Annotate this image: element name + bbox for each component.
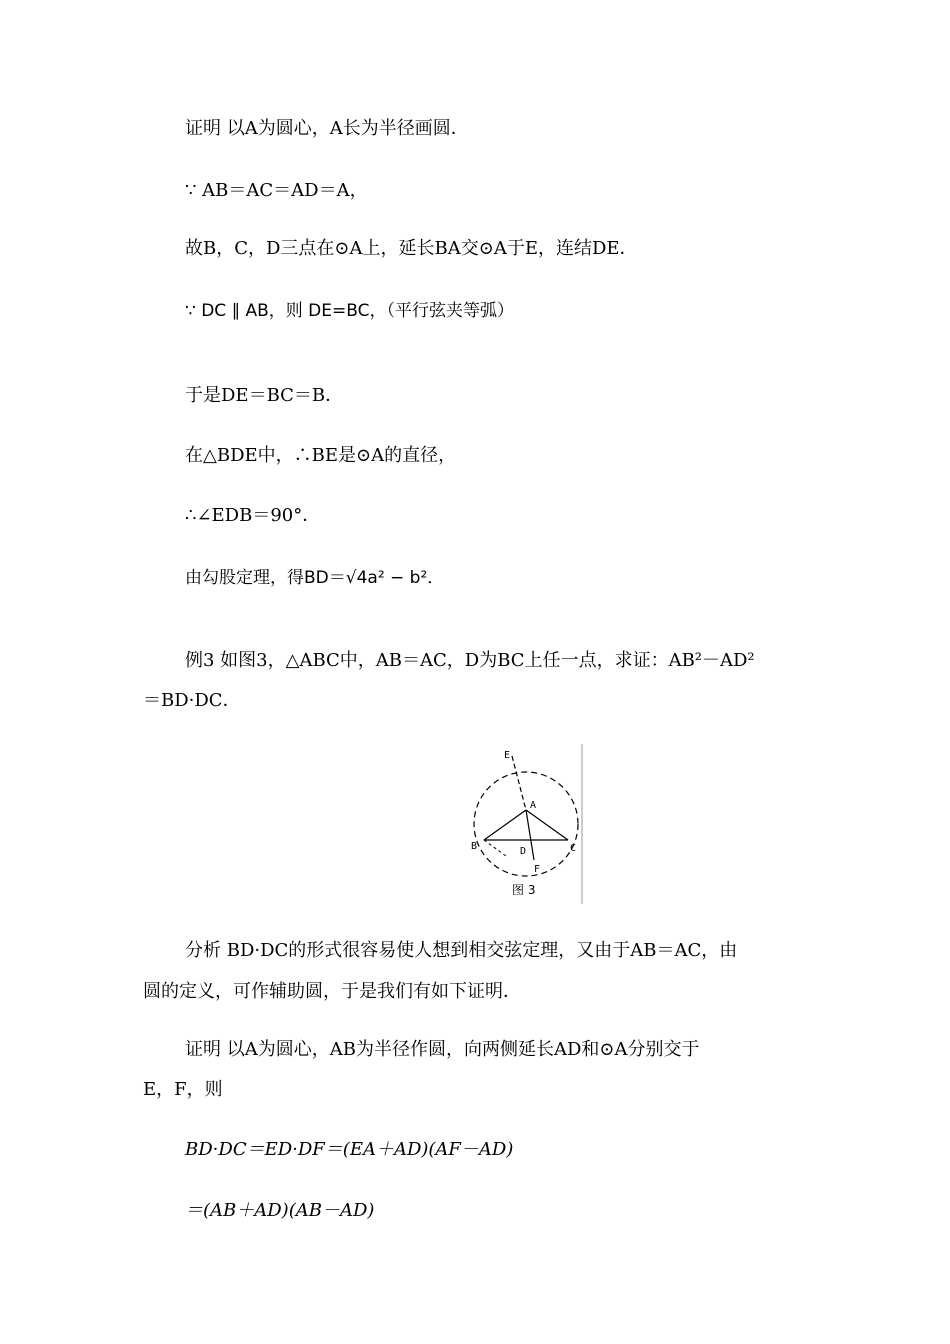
label-b: B [471, 841, 478, 852]
equation-1: BD·DC＝ED·DF＝(EA＋AD)(AF－AD) [185, 1139, 514, 1160]
segment-bf [484, 840, 506, 856]
line-8: 由勾股定理，得BD＝√4a² − b²． [185, 568, 445, 588]
figure-caption: 图 3 [512, 883, 536, 897]
line-1: 证明 以A为圆心，A长为半径画圆． [185, 118, 469, 139]
analysis-line-2: 圆的定义，可作辅助圆，于是我们有如下证明． [143, 981, 521, 1002]
equation-2: ＝(AB＋AD)(AB－AD) [185, 1200, 375, 1221]
proof-2-line-2: E，F，则 [143, 1079, 223, 1100]
proof-2-line-1: 证明 以A为圆心，AB为半径作圆，向两侧延长AD和⊙A分别交于 [185, 1039, 700, 1060]
line-7: ∴∠EDB＝90°． [185, 505, 321, 526]
segment-ac [526, 810, 568, 840]
segment-ea [512, 756, 526, 810]
label-c: C [570, 843, 577, 854]
label-a: A [530, 800, 537, 811]
segment-af [526, 810, 534, 860]
figure-3-diagram [470, 744, 583, 904]
example-3-line-1: 例3 如图3，△ABC中，AB＝AC，D为BC上任一点，求证：AB²－AD² [185, 650, 755, 671]
line-5: 于是DE＝BC＝B． [185, 385, 344, 406]
figure-circle [474, 772, 578, 876]
line-4: ∵ DC ∥ AB，则 DE=BC，（平行弦夹等弧） [185, 301, 514, 321]
segment-ab [484, 810, 526, 840]
label-e: E [504, 750, 511, 761]
analysis-line-1: 分析 BD·DC的形式很容易使人想到相交弦定理，又由于AB＝AC，由 [185, 940, 738, 961]
label-f: F [534, 864, 541, 875]
example-3-line-2: ＝BD·DC． [143, 690, 241, 711]
line-3: 故B，C，D三点在⊙A上，延长BA交⊙A于E，连结DE． [185, 238, 638, 259]
label-d: D [520, 846, 527, 857]
line-6: 在△BDE中，∴BE是⊙A的直径， [185, 445, 457, 466]
line-2: ∵ AB＝AC＝AD＝A， [185, 180, 368, 201]
